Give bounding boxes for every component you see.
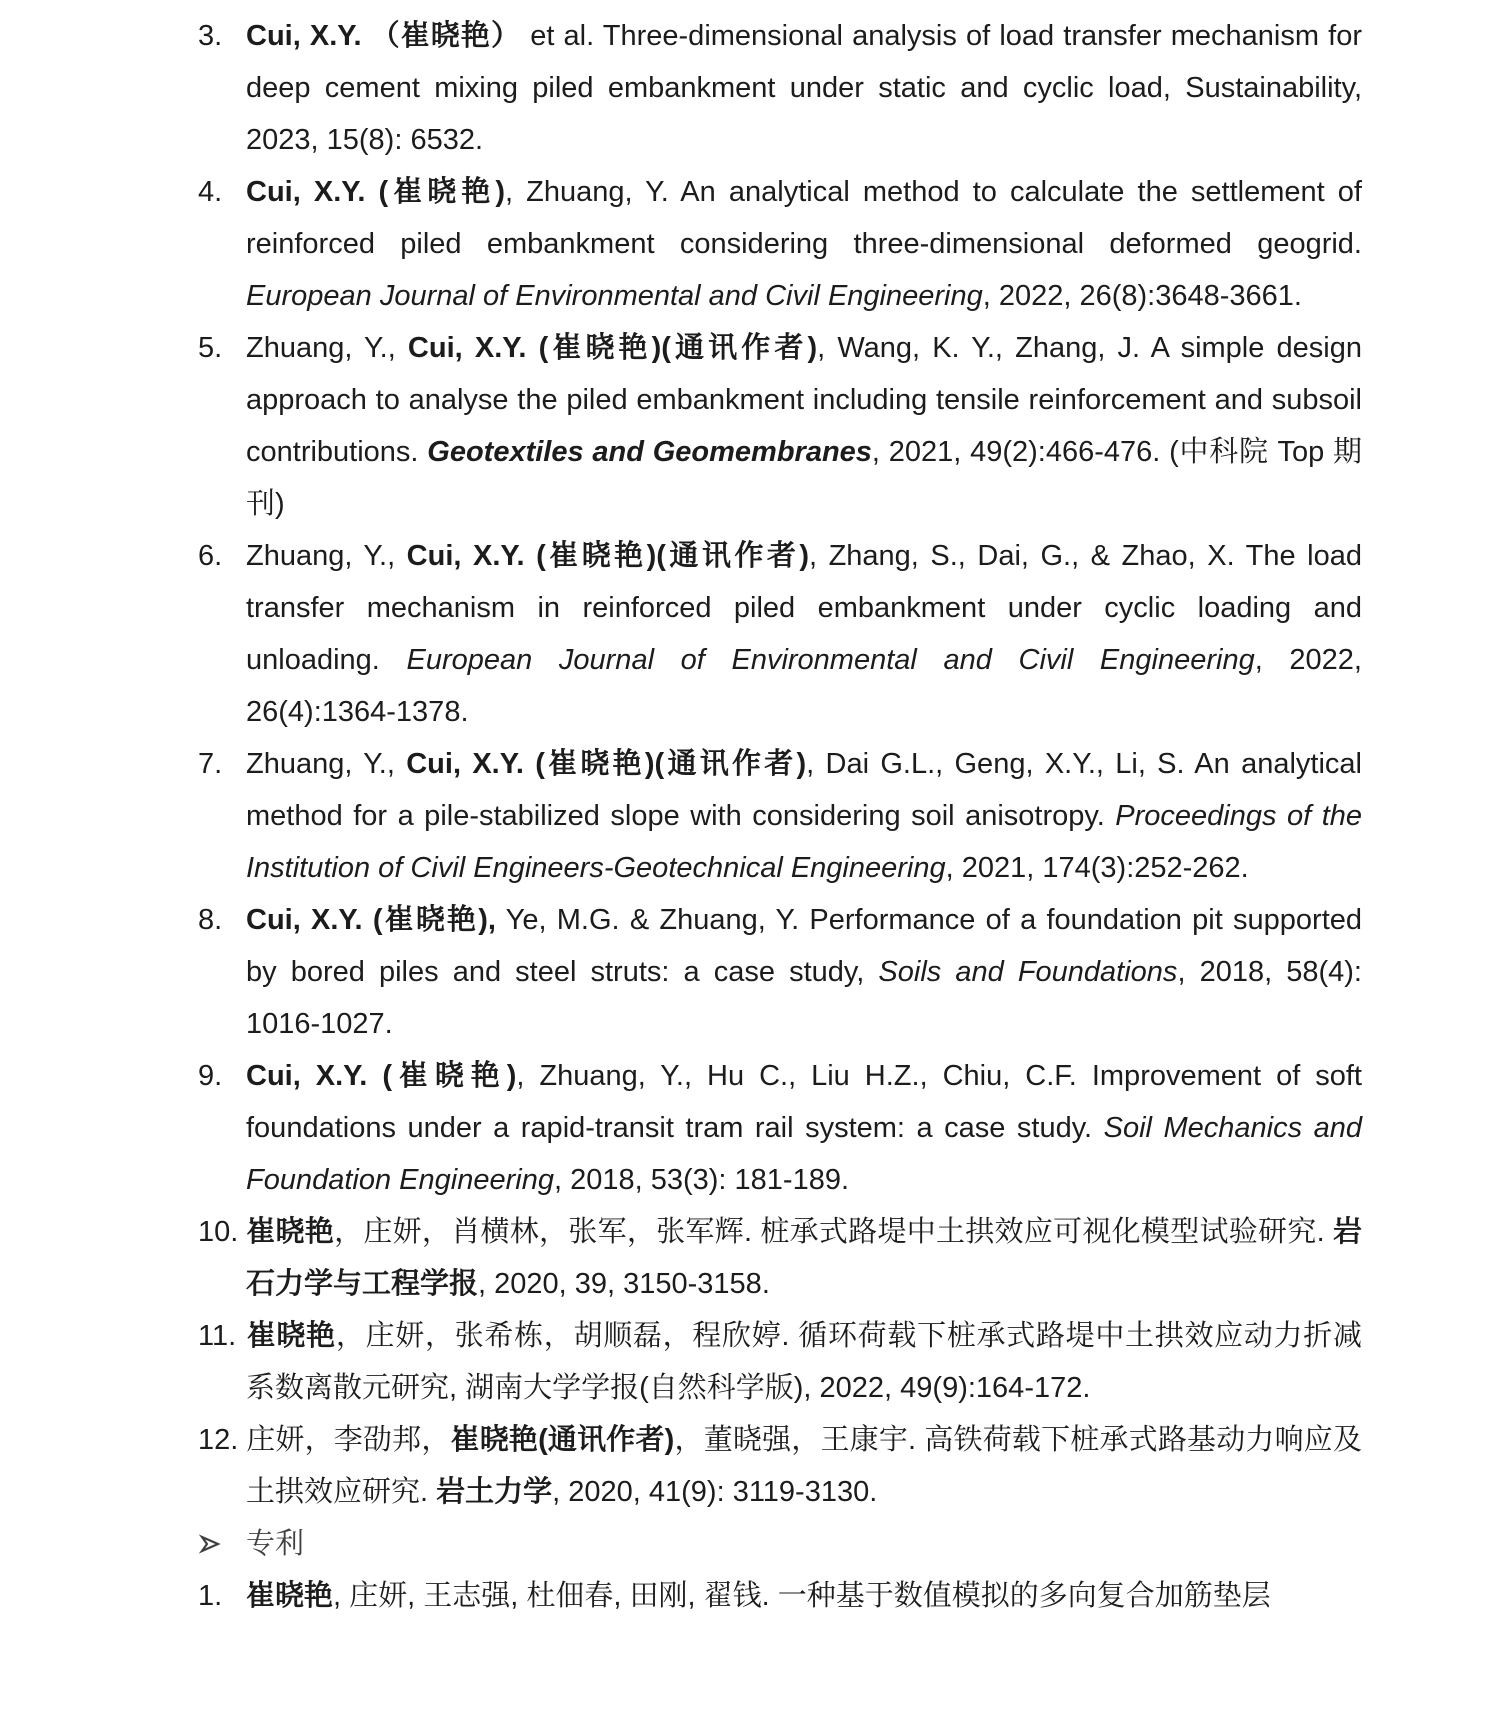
patent-list xyxy=(198,1570,1362,1622)
list-item xyxy=(198,1414,1362,1518)
patent-section-header xyxy=(198,1518,1362,1570)
list-item-number: 6. xyxy=(198,540,223,572)
list-item-number: 10. xyxy=(198,1216,239,1248)
list-item-number: 12. xyxy=(198,1424,239,1456)
list-item-text: 崔晓艳, 庄妍, 王志强, 杜佃春, 田刚, 翟钱. 一种基于数值模拟的多向复合加筋垫层 xyxy=(246,1580,1271,1612)
list-item xyxy=(198,166,1362,322)
list-item-number: 1. xyxy=(198,1580,223,1612)
list-item-number: 7. xyxy=(198,748,223,780)
list-item-text: 庄妍，李劭邦，崔晓艳(通讯作者)，董晓强，王康宇. 高铁荷载下桩承式路基动力响应及土拱效应研究. 岩土力学, 2020, 41(9): 3119-3130. xyxy=(246,1424,1362,1508)
list-item-number: 11. xyxy=(198,1320,237,1352)
list-item-number: 5. xyxy=(198,332,223,364)
list-item-text: Zhuang, Y., Cui, X.Y. (崔晓艳)(通讯作者), Wang, K. Y., Zhang, J. A simple design approach to analyse the piled embankment including tensile reinforcement and subsoil contributions. Geotextiles and Geomembranes, 2021, 49(2):466-476. (中科院 Top 期刊) xyxy=(246,332,1362,520)
list-item-number: 8. xyxy=(198,904,223,936)
list-item-number: 9. xyxy=(198,1060,223,1092)
list-item-text: Cui, X.Y. （崔晓艳） et al. Three-dimensional analysis of load transfer mechanism for deep cement mixing piled embankment under static and cyclic load, Sustainability, 2023, 15(8): 6532. xyxy=(246,20,1362,156)
list-item-text: Cui, X.Y. (崔晓艳), Zhuang, Y. An analytical method to calculate the settlement of reinforced piled embankment considering three-dimensional deformed geogrid. European Journal of Environmental and Civil Engineering, 2022, 26(8):3648-3661. xyxy=(246,176,1362,312)
list-item xyxy=(198,1206,1362,1310)
list-item xyxy=(198,322,1362,530)
list-item-text: Cui, X.Y. (崔晓艳), Ye, M.G. & Zhuang, Y. Performance of a foundation pit supported by bored piles and steel struts: a case study, Soils and Foundations, 2018, 58(4): 1016-1027. xyxy=(246,904,1363,1040)
list-item-text: Zhuang, Y., Cui, X.Y. (崔晓艳)(通讯作者), Zhang, S., Dai, G., & Zhao, X. The load transfer mechanism in reinforced piled embankment under cyclic loading and unloading. European Journal of Environmental and Civil Engineering, 2022, 26(4):1364-1378. xyxy=(246,540,1362,728)
list-item-number: 3. xyxy=(198,20,223,52)
publication-list xyxy=(198,10,1362,1518)
list-item xyxy=(198,530,1362,738)
list-item xyxy=(198,894,1362,1050)
list-item xyxy=(198,1050,1362,1206)
list-item-text: 崔晓艳，庄妍，张希栋，胡顺磊，程欣婷. 循环荷载下桩承式路堤中土拱效应动力折减系数离散元研究, 湖南大学学报(自然科学版), 2022, 49(9):164-172. xyxy=(246,1320,1362,1404)
list-item xyxy=(198,1310,1362,1414)
list-item xyxy=(198,1570,1362,1622)
patent-section-title: 专利 xyxy=(246,1528,305,1560)
list-item xyxy=(198,10,1362,166)
arrow-bullet-icon xyxy=(198,1532,246,1556)
list-item-number: 4. xyxy=(198,176,223,208)
list-item-text: 崔晓艳，庄妍，肖横林，张军，张军辉. 桩承式路堤中土拱效应可视化模型试验研究. 岩石力学与工程学报, 2020, 39, 3150-3158. xyxy=(246,1216,1362,1300)
list-item-text: Zhuang, Y., Cui, X.Y. (崔晓艳)(通讯作者), Dai G.L., Geng, X.Y., Li, S. An analytical method for a pile-stabilized slope with considering soil anisotropy. Proceedings of the Institution of Civil Engineers-Geotechnical Engineering, 2021, 174(3):252-262. xyxy=(246,748,1363,884)
list-item xyxy=(198,738,1362,894)
list-item-text: Cui, X.Y. (崔晓艳), Zhuang, Y., Hu C., Liu H.Z., Chiu, C.F. Improvement of soft foundations under a rapid-transit tram rail system: a case study. Soil Mechanics and Foundation Engineering, 2018, 53(3): 181-189. xyxy=(246,1060,1362,1196)
publication-page xyxy=(198,10,1362,1622)
